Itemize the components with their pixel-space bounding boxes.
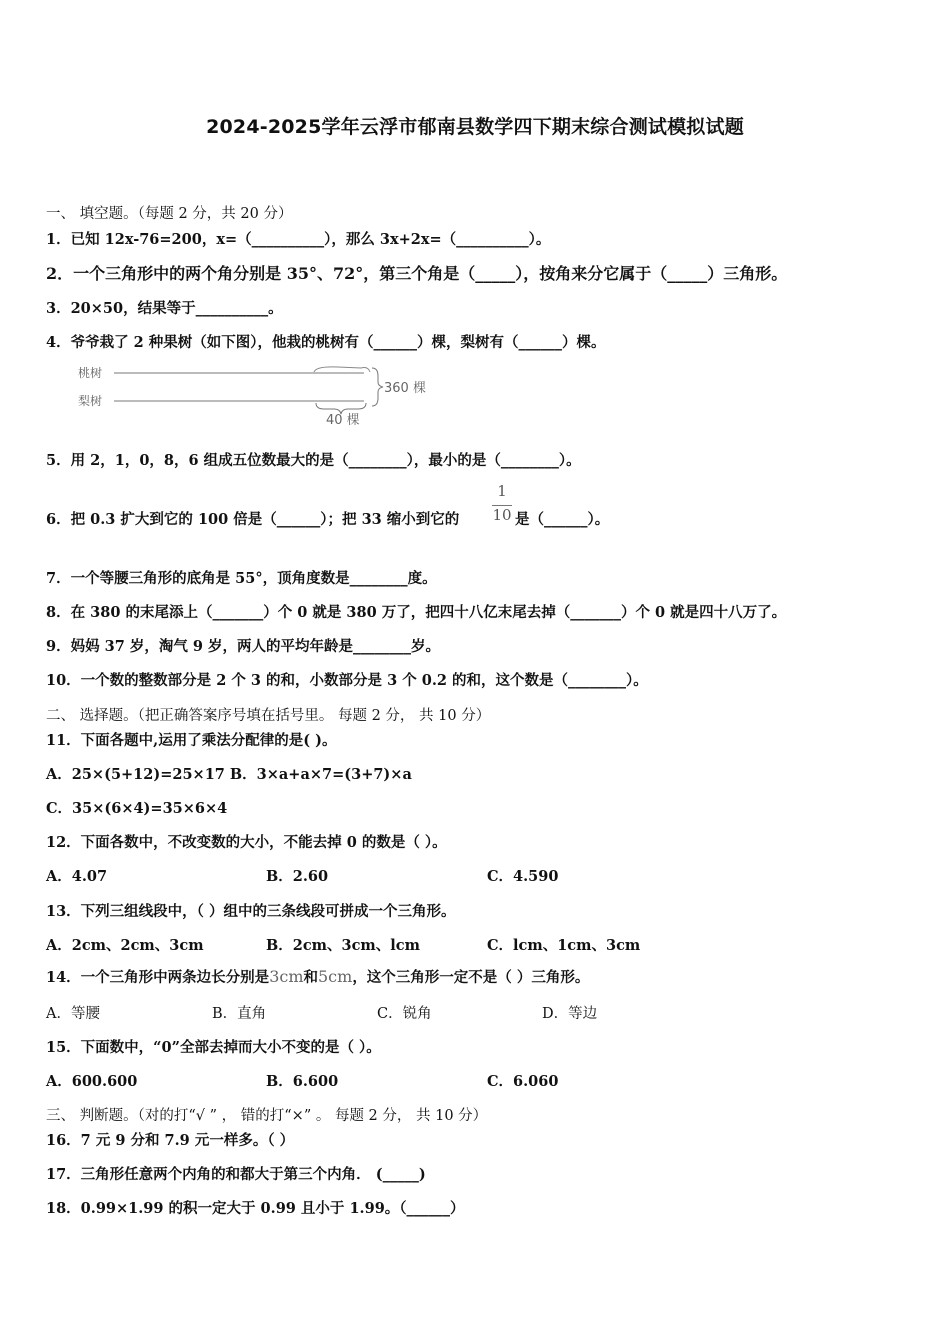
question-15-option-c: C．6.060 (487, 1073, 559, 1090)
peach-extension-brace (314, 367, 370, 372)
question-14 (46, 966, 589, 987)
question-11-option-c: C．35×(6×4)=35×6×4 (46, 800, 228, 817)
question-13-option-a: A．2cm、2cm、3cm (46, 937, 204, 954)
question-12-option-b: B．2.60 (266, 868, 329, 885)
question-12-option-c: C．4.590 (487, 868, 559, 885)
question-14-text-a: 14．一个三角形中两条边长分别是 (46, 969, 270, 986)
question-7: 7．一个等腰三角形的底角是 55°，顶角度数是________度。 (46, 570, 437, 587)
question-8: 8．在 380 的末尾添上（_______）个 0 就是 380 万了，把四十八亿末尾去掉（_______）个 0 就是四十八万了。 (46, 604, 787, 621)
question-14-option-d: D．等边 (542, 1006, 598, 1022)
question-13-option-b: B．2cm、3cm、lcm (266, 937, 420, 954)
question-6-part-b: 是（______）。 (515, 511, 610, 528)
total-brace (372, 368, 383, 406)
question-14-text-b: ，这个三角形一定不是（ ）三角形。 (352, 969, 590, 986)
fraction-denominator: 10 (492, 506, 512, 524)
question-12: 12．下面各数中，不改变数的大小，不能去掉 0 的数是（ ）。 (46, 834, 447, 851)
question-13-option-c: C．lcm、1cm、3cm (487, 937, 641, 954)
question-5: 5．用 2，1，0，8，6 组成五位数最大的是（________），最小的是（________）。 (46, 452, 581, 469)
question-14-and: 和 (303, 969, 318, 986)
question-15-option-a: A．600.600 (46, 1073, 138, 1090)
question-14-length-a: 3cm (269, 967, 304, 986)
question-9: 9．妈妈 37 岁，淘气 9 岁，两人的平均年龄是________岁。 (46, 638, 441, 655)
question-14-option-a: A．等腰 (46, 1006, 100, 1022)
fraction-one-tenth (489, 482, 515, 528)
section-heading-fill-in: 一、 填空题。（每题 2 分，共 20 分） (46, 206, 293, 222)
total-label: 360 棵 (384, 381, 426, 396)
page-title: 2024-2025学年云浮市郁南县数学四下期末综合测试模拟试题 (206, 116, 744, 138)
question-15: 15．下面数中，“0”全部去掉而大小不变的是（ ）。 (46, 1039, 381, 1056)
difference-label: 40 棵 (326, 413, 360, 426)
fraction-numerator: 1 (497, 482, 507, 500)
question-3: 3．20×50，结果等于__________。 (46, 300, 283, 317)
question-14-option-c: C．锐角 (377, 1006, 432, 1022)
fruit-tree-diagram (76, 362, 436, 426)
question-15-option-b: B．6.600 (266, 1073, 339, 1090)
question-10: 10．一个数的整数部分是 2 个 3 的和，小数部分是 3 个 0.2 的和，这个数是（________）。 (46, 672, 648, 689)
question-14-option-b: B．直角 (212, 1006, 267, 1022)
question-1: 1．已知 12x-76=200，x=（__________），那么 3x+2x=（__________）。 (46, 231, 551, 248)
question-4: 4．爷爷栽了 2 种果树（如下图），他栽的桃树有（______）棵，梨树有（______）棵。 (46, 334, 606, 351)
question-6-part-a: 6．把 0.3 扩大到它的 100 倍是（______）；把 33 缩小到它的 (46, 511, 460, 528)
question-16: 16．7 元 9 分和 7.9 元一样多。（ ） (46, 1132, 295, 1149)
peach-tree-label: 桃树 (78, 366, 103, 380)
question-12-option-a: A．4.07 (46, 868, 108, 885)
question-18: 18．0.99×1.99 的积一定大于 0.99 且小于 1.99。（______） (46, 1200, 465, 1217)
section-heading-true-false: 三、 判断题。（对的打“√ ” ， 错的打“×” 。 每题 2 分， 共 10 分） (46, 1108, 488, 1124)
question-11-options-ab: A．25×(5+12)=25×17 B．3×a+a×7=(3+7)×a (46, 766, 412, 783)
question-14-length-b: 5cm (318, 967, 353, 986)
question-2: 2．一个三角形中的两个角分别是 35°、72°，第三个角是（_____），按角来分它属于（_____）三角形。 (46, 264, 788, 283)
section-heading-multiple-choice: 二、 选择题。（把正确答案序号填在括号里。 每题 2 分， 共 10 分） (46, 708, 491, 724)
question-11: 11．下面各题中,运用了乘法分配律的是( )。 (46, 732, 337, 749)
question-13: 13．下列三组线段中，（ ）组中的三条线段可拼成一个三角形。 (46, 903, 456, 920)
pear-tree-label: 梨树 (78, 394, 103, 408)
question-17: 17．三角形任意两个内角的和都大于第三个内角． (_____) (46, 1166, 426, 1183)
